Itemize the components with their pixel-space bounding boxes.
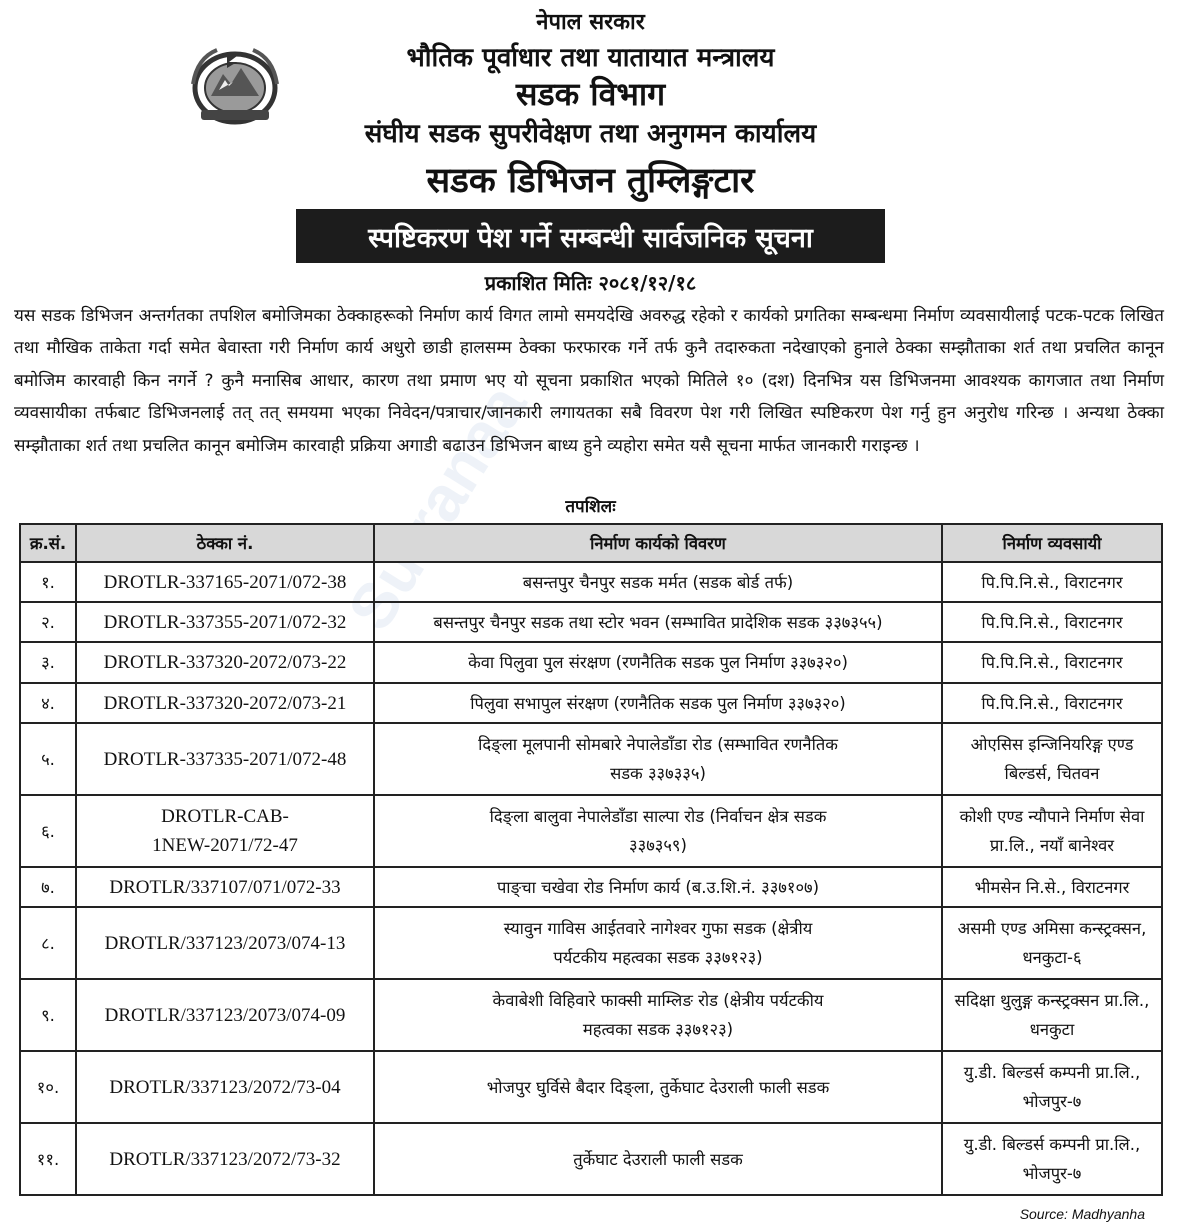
row-description: बसन्तपुर चैनपुर सडक तथा स्टोर भवन (सम्भावित प्रादेशिक सडक ३३७३५५) [374,602,942,642]
row-sn: ५. [20,723,76,795]
row-contract-no: DROTLR/337123/2072/73-04 [76,1051,374,1123]
column-header-contract-no: ठेक्का नं. [76,524,374,562]
column-header-contractor: निर्माण व्यवसायी [942,524,1162,562]
row-description: तुर्केघाट देउराली फाली सडक [374,1123,942,1195]
table-row [20,979,1162,1051]
table-row [20,907,1162,979]
row-sn: २. [20,602,76,642]
row-sn: ३. [20,642,76,683]
schedule-title: तपशिलः [565,497,616,517]
division-name: सडक डिभिजन तुम्लिङ्गटार [426,161,755,201]
row-description: स्यावुन गाविस आईतवारे नागेश्वर गुफा सडक (क्षेत्रीय पर्यटकीय महत्वका सडक ३३७१२३) [374,907,942,979]
table-row [20,602,1162,642]
row-description: बसन्तपुर चैनपुर सडक मर्मत (सडक बोर्ड तर्फ) [374,562,942,602]
row-description: केवाबेशी विहिवारे फाक्सी माम्लिङ रोड (क्षेत्रीय पर्यटकीय महत्वका सडक ३३७१२३) [374,979,942,1051]
row-contract-no: DROTLR-CAB-1NEW-2071/72-47 [76,795,374,867]
row-contract-no: DROTLR-337355-2071/072-32 [76,602,374,642]
table-row [20,723,1162,795]
office-name: संघीय सडक सुपरीवेक्षण तथा अनुगमन कार्यालय [364,119,817,149]
ministry-name: भौतिक पूर्वाधार तथा यातायात मन्त्रालय [406,43,775,73]
department-name: सडक विभाग [515,75,666,113]
notice-body: यस सडक डिभिजन अन्तर्गतका तपशिल बमोजिमका ठेक्काहरूको निर्माण कार्य विगत लामो समयदेखि अवरुद्ध रहेको र कार्यको प्रगतिका सम्बन्धमा निर्माण व्यवसायीलाई पटक-पटक लिखित तथा मौखिक ताकेता गर्दा समेत बेवास्ता गरी निर्माण कार्य अधुरो छाडी हालसम्म ठेक्का फरफारक गर्ने तर्फ कुनै तदारुकता नदेखाएको हुनाले ठेक्का सम्झौताका शर्त तथा प्रचलित कानून बमोजिम कारवाही किन नगर्ने ? कुनै मनासिब आधार, कारण तथा प्रमाण भए यो सूचना प्रकाशित भएको मितिले १० (दश) दिनभित्र यस डिभिजनमा आवश्यक कागजात तथा निर्माण व्यवसायीका तर्फबाट डिभिजनलाई तत् तत् समयमा भएका निवेदन/पत्राचार/जानकारी लगायतका सबै विवरण पेश गरी लिखित स्पष्टिकरण पेश गर्नु हुन अनुरोध गरिन्छ । अन्यथा ठेक्का सम्झौताका शर्त तथा प्रचलित कानून बमोजिम कारवाही प्रक्रिया अगाडी बढाउन डिभिजन बाध्य हुने व्यहोरा समेत यसै सूचना मार्फत जानकारी गराइन्छ । [14,306,1164,456]
row-contractor: पि.पि.नि.से., विराटनगर [942,683,1162,723]
row-sn: १. [20,562,76,602]
row-contractor: ओएसिस इन्जिनियरिङ्ग एण्ड बिल्डर्स, चितवन [942,723,1162,795]
row-contractor: असमी एण्ड अमिसा कन्स्ट्रक्सन, धनकुटा-६ [942,907,1162,979]
table-row [20,795,1162,867]
row-contract-no: DROTLR/337123/2073/074-13 [76,907,374,979]
row-sn: १०. [20,1051,76,1123]
source-credit: Source: Madhyanha [1019,1206,1145,1222]
row-contractor: पि.पि.नि.से., विराटनगर [942,642,1162,683]
table-header-row [20,524,1162,562]
row-contractor: भीमसेन नि.से., विराटनगर [942,867,1162,907]
row-contract-no: DROTLR-337320-2072/073-22 [76,642,374,683]
row-sn: ९. [20,979,76,1051]
contract-schedule-table [19,523,1163,1196]
row-contractor: सदिक्षा थुलुङ्ग कन्स्ट्रक्सन प्रा.लि., धनकुटा [942,979,1162,1051]
table-row [20,1123,1162,1195]
row-description: भोजपुर घुर्विसे बैदार दिङ्ला, तुर्केघाट देउराली फाली सडक [374,1051,942,1123]
row-description: दिङ्ला बालुवा नेपालेडाँडा साल्पा रोड (निर्वाचन क्षेत्र सडक ३३७३५९) [374,795,942,867]
government-name: नेपाल सरकार [536,10,645,35]
published-date: प्रकाशित मितिः २०८१/१२/१८ [484,271,697,295]
table-row [20,867,1162,907]
row-sn: ४. [20,683,76,723]
row-description: केवा पिलुवा पुल संरक्षण (रणनैतिक सडक पुल निर्माण ३३७३२०) [374,642,942,683]
row-sn: ६. [20,795,76,867]
row-contract-no: DROTLR-337320-2072/073-21 [76,683,374,723]
row-description: पिलुवा सभापुल संरक्षण (रणनैतिक सडक पुल निर्माण ३३७३२०) [374,683,942,723]
row-description: दिङ्ला मूलपानी सोमबारे नेपालेडाँडा रोड (सम्भावित रणनैतिक सडक ३३७३३५) [374,723,942,795]
row-contract-no: DROTLR-337335-2071/072-48 [76,723,374,795]
row-contract-no: DROTLR/337123/2073/074-09 [76,979,374,1051]
row-contract-no: DROTLR/337123/2072/73-32 [76,1123,374,1195]
table-row [20,1051,1162,1123]
column-header-description: निर्माण कार्यको विवरण [374,524,942,562]
row-contract-no: DROTLR-337165-2071/072-38 [76,562,374,602]
column-header-sn: क्र.सं. [20,524,76,562]
row-contractor: यु.डी. बिल्डर्स कम्पनी प्रा.लि., भोजपुर-७ [942,1051,1162,1123]
table-row [20,642,1162,683]
row-contractor: यु.डी. बिल्डर्स कम्पनी प्रा.लि., भोजपुर-७ [942,1123,1162,1195]
row-contractor: पि.पि.नि.से., विराटनगर [942,562,1162,602]
row-contractor: कोशी एण्ड न्यौपाने निर्माण सेवा प्रा.लि., नयाँ बानेश्वर [942,795,1162,867]
row-sn: ७. [20,867,76,907]
watermark: Sutranaa [333,371,541,643]
row-contract-no: DROTLR/337107/071/072-33 [76,867,374,907]
row-sn: ११. [20,1123,76,1195]
row-contractor: पि.पि.नि.से., विराटनगर [942,602,1162,642]
table-row [20,562,1162,602]
row-sn: ८. [20,907,76,979]
row-description: पाङ्चा चखेवा रोड निर्माण कार्य (ब.उ.शि.नं. ३३७१०७) [374,867,942,907]
notice-title-banner: स्पष्टिकरण पेश गर्ने सम्बन्धी सार्वजनिक सूचना [296,209,885,263]
table-row [20,683,1162,723]
